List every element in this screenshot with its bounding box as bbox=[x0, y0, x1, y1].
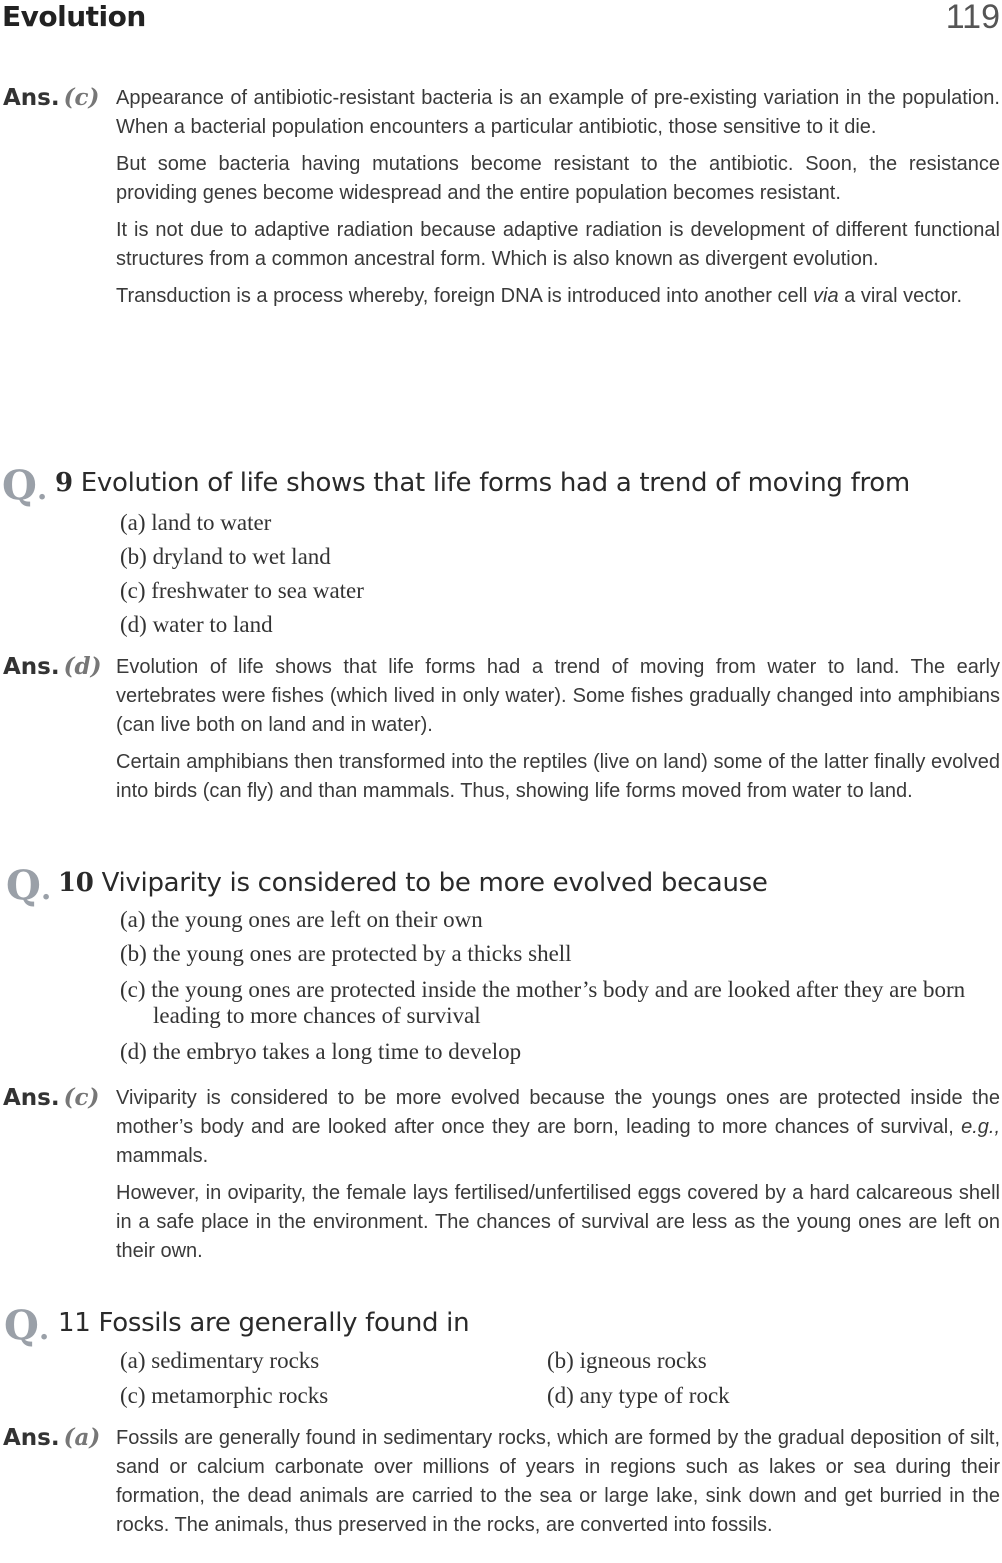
answer-paragraph: Evolution of life shows that life forms had a trend of moving from water to land. The early vertebrates were fishes (which lived in only water). Some fishes gradually changed into amphibians (can live both on land and in water). bbox=[116, 656, 1000, 736]
answer-text bbox=[116, 1424, 1000, 1548]
page-number: 119 bbox=[945, 0, 1000, 36]
answer-paragraph: But some bacteria having mutations become resistant to the antibiotic. Soon, the resistance providing genes become widespread and the entire population becomes resistant. bbox=[116, 153, 1000, 204]
option-a: (a) sedimentary rocks bbox=[120, 1348, 320, 1373]
answer-option: (c) bbox=[63, 1084, 100, 1111]
answer-paragraph: Certain amphibians then transformed into the reptiles (live on land) some of the latter finally evolved into birds (can fly) and than mammals. Thus, showing life forms moved from water to land. bbox=[116, 751, 1000, 802]
answer-label: Ans. (a) bbox=[3, 1424, 101, 1451]
option-d: (d) any type of rock bbox=[547, 1383, 730, 1408]
answer-label: Ans. (d) bbox=[3, 653, 102, 680]
answer-paragraph: Appearance of antibiotic-resistant bacteria is an example of pre-existing variation in the population. When a bacterial population encounters a particular antibiotic, those sensitive to it die. bbox=[116, 87, 1000, 138]
question-mark-icon: Q. bbox=[4, 1302, 50, 1349]
option-d: (d) water to land bbox=[120, 612, 273, 637]
answer-paragraph: It is not due to adaptive radiation because adaptive radiation is development of different functional structures from a common ancestral form. Which is also known as divergent evolution. bbox=[116, 219, 1000, 270]
answer-text bbox=[116, 1084, 1000, 1274]
answer-text bbox=[116, 653, 1000, 814]
answer-paragraph: However, in oviparity, the female lays fertilised/unfertilised eggs covered by a hard calcareous shell in a safe place in the environment. The chances of survival are less as the young ones are left on their own. bbox=[116, 1182, 1000, 1262]
answer-option: (d) bbox=[63, 653, 102, 680]
option-c: (c) freshwater to sea water bbox=[120, 578, 364, 603]
chapter-title: Evolution bbox=[2, 0, 146, 33]
option-b: (b) dryland to wet land bbox=[120, 544, 331, 569]
question-text: 9 Evolution of life shows that life forms had a trend of moving from bbox=[55, 468, 910, 498]
option-c: (c) the young ones are protected inside the mother’s body and are looked after they are born leading to more chances of survival bbox=[120, 977, 966, 1028]
answer-option: (c) bbox=[63, 84, 100, 111]
option-b: (b) the young ones are protected by a thicks shell bbox=[120, 941, 572, 966]
answer-paragraph: Fossils are generally found in sedimentary rocks, which are formed by the gradual deposition of silt, sand or calcium carbonate over millions of years in regions such as lakes or sea during their formation, the dead animals are carried to the sea or large lake, sink down and get burried in the rocks. The animals, thus preserved in the rocks, are converted into fossils. bbox=[116, 1427, 1000, 1536]
option-d: (d) the embryo takes a long time to develop bbox=[120, 1039, 522, 1064]
answer-label: Ans. (c) bbox=[3, 84, 100, 111]
question-9-options bbox=[120, 510, 1000, 646]
option-a: (a) the young ones are left on their own bbox=[120, 907, 483, 932]
question-text: 10 Viviparity is considered to be more evolved because bbox=[58, 868, 768, 898]
option-b: (b) igneous rocks bbox=[547, 1348, 707, 1373]
option-a: (a) land to water bbox=[120, 510, 272, 535]
question-mark-icon: Q. bbox=[6, 862, 52, 909]
question-10-options bbox=[120, 907, 1000, 1073]
answer-paragraph: Transduction is a process whereby, foreign DNA is introduced into another cell via a viral vector. bbox=[116, 285, 962, 307]
answer-option: (a) bbox=[63, 1424, 101, 1451]
question-text: 11 Fossils are generally found in bbox=[58, 1308, 470, 1338]
question-mark-icon: Q. bbox=[2, 462, 48, 509]
option-c: (c) metamorphic rocks bbox=[120, 1383, 329, 1408]
answer-label: Ans. (c) bbox=[3, 1084, 100, 1111]
answer-paragraph: Viviparity is considered to be more evolved because the youngs ones are protected inside the mother’s body and are looked after once they are born, leading to more chances of survival, e.g., mammals. bbox=[116, 1087, 1000, 1167]
answer-text bbox=[116, 84, 1000, 319]
